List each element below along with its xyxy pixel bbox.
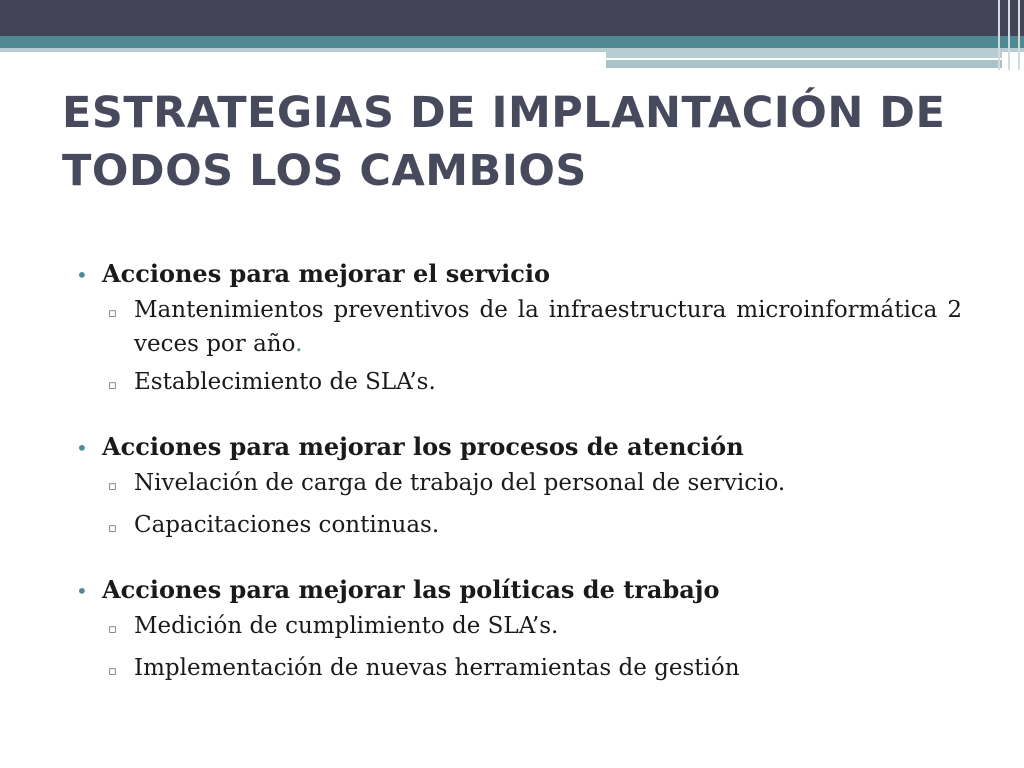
list-item-text: Implementación de nuevas herramientas de gestión <box>134 655 740 681</box>
header-bar-teal <box>0 36 1024 48</box>
header-bar-stub-lower <box>606 60 1002 68</box>
sub-bullet-icon: ▫ <box>108 378 117 393</box>
sub-bullet-icon: ▫ <box>108 479 117 494</box>
decor-line <box>1008 0 1010 70</box>
section-heading: Acciones para mejorar las políticas de trabajo <box>102 575 720 604</box>
list-item-text <box>134 293 962 361</box>
sub-bullet-icon: ▫ <box>108 521 117 536</box>
section-heading-row <box>76 572 962 609</box>
slide-content <box>76 256 962 715</box>
sub-bullet-icon: ▫ <box>108 664 117 679</box>
sub-bullet-icon: ▫ <box>108 622 117 637</box>
section-heading-row <box>76 256 962 293</box>
section-heading-row <box>76 429 962 466</box>
header-bar-stub <box>606 52 1002 58</box>
list-item <box>76 651 962 689</box>
list-item <box>76 508 962 546</box>
decor-line <box>1018 0 1020 70</box>
section-servicio <box>76 256 962 403</box>
bullet-icon: • <box>76 436 88 460</box>
list-item-text: Establecimiento de SLA’s. <box>134 369 436 395</box>
section-heading: Acciones para mejorar los procesos de atención <box>102 432 744 461</box>
list-item-text: Medición de cumplimiento de SLA’s. <box>134 613 559 639</box>
list-item-text: Capacitaciones continuas. <box>134 512 440 538</box>
slide-title-line-2: TODOS LOS CAMBIOS <box>62 146 587 196</box>
sub-bullet-icon: ▫ <box>108 306 117 321</box>
section-politicas <box>76 572 962 689</box>
bullet-icon: • <box>76 263 88 287</box>
list-item-suffix: . <box>295 331 303 357</box>
header-bar-dark <box>0 0 1024 36</box>
decor-line <box>998 0 1000 70</box>
bullet-icon: • <box>76 579 88 603</box>
list-item-main-text: Mantenimientos preventivos de la infraestructura microinformática 2 veces por año <box>134 297 962 357</box>
list-item <box>76 365 962 403</box>
list-item-text: Nivelación de carga de trabajo del personal de servicio. <box>134 470 786 496</box>
list-item <box>76 293 962 361</box>
list-item <box>76 609 962 647</box>
slide-title <box>62 84 962 200</box>
section-procesos <box>76 429 962 546</box>
list-item <box>76 466 962 504</box>
slide-title-line-1: ESTRATEGIAS DE IMPLANTACIÓN DE <box>62 88 946 138</box>
header-vertical-lines <box>994 0 1024 70</box>
section-heading: Acciones para mejorar el servicio <box>102 259 550 288</box>
